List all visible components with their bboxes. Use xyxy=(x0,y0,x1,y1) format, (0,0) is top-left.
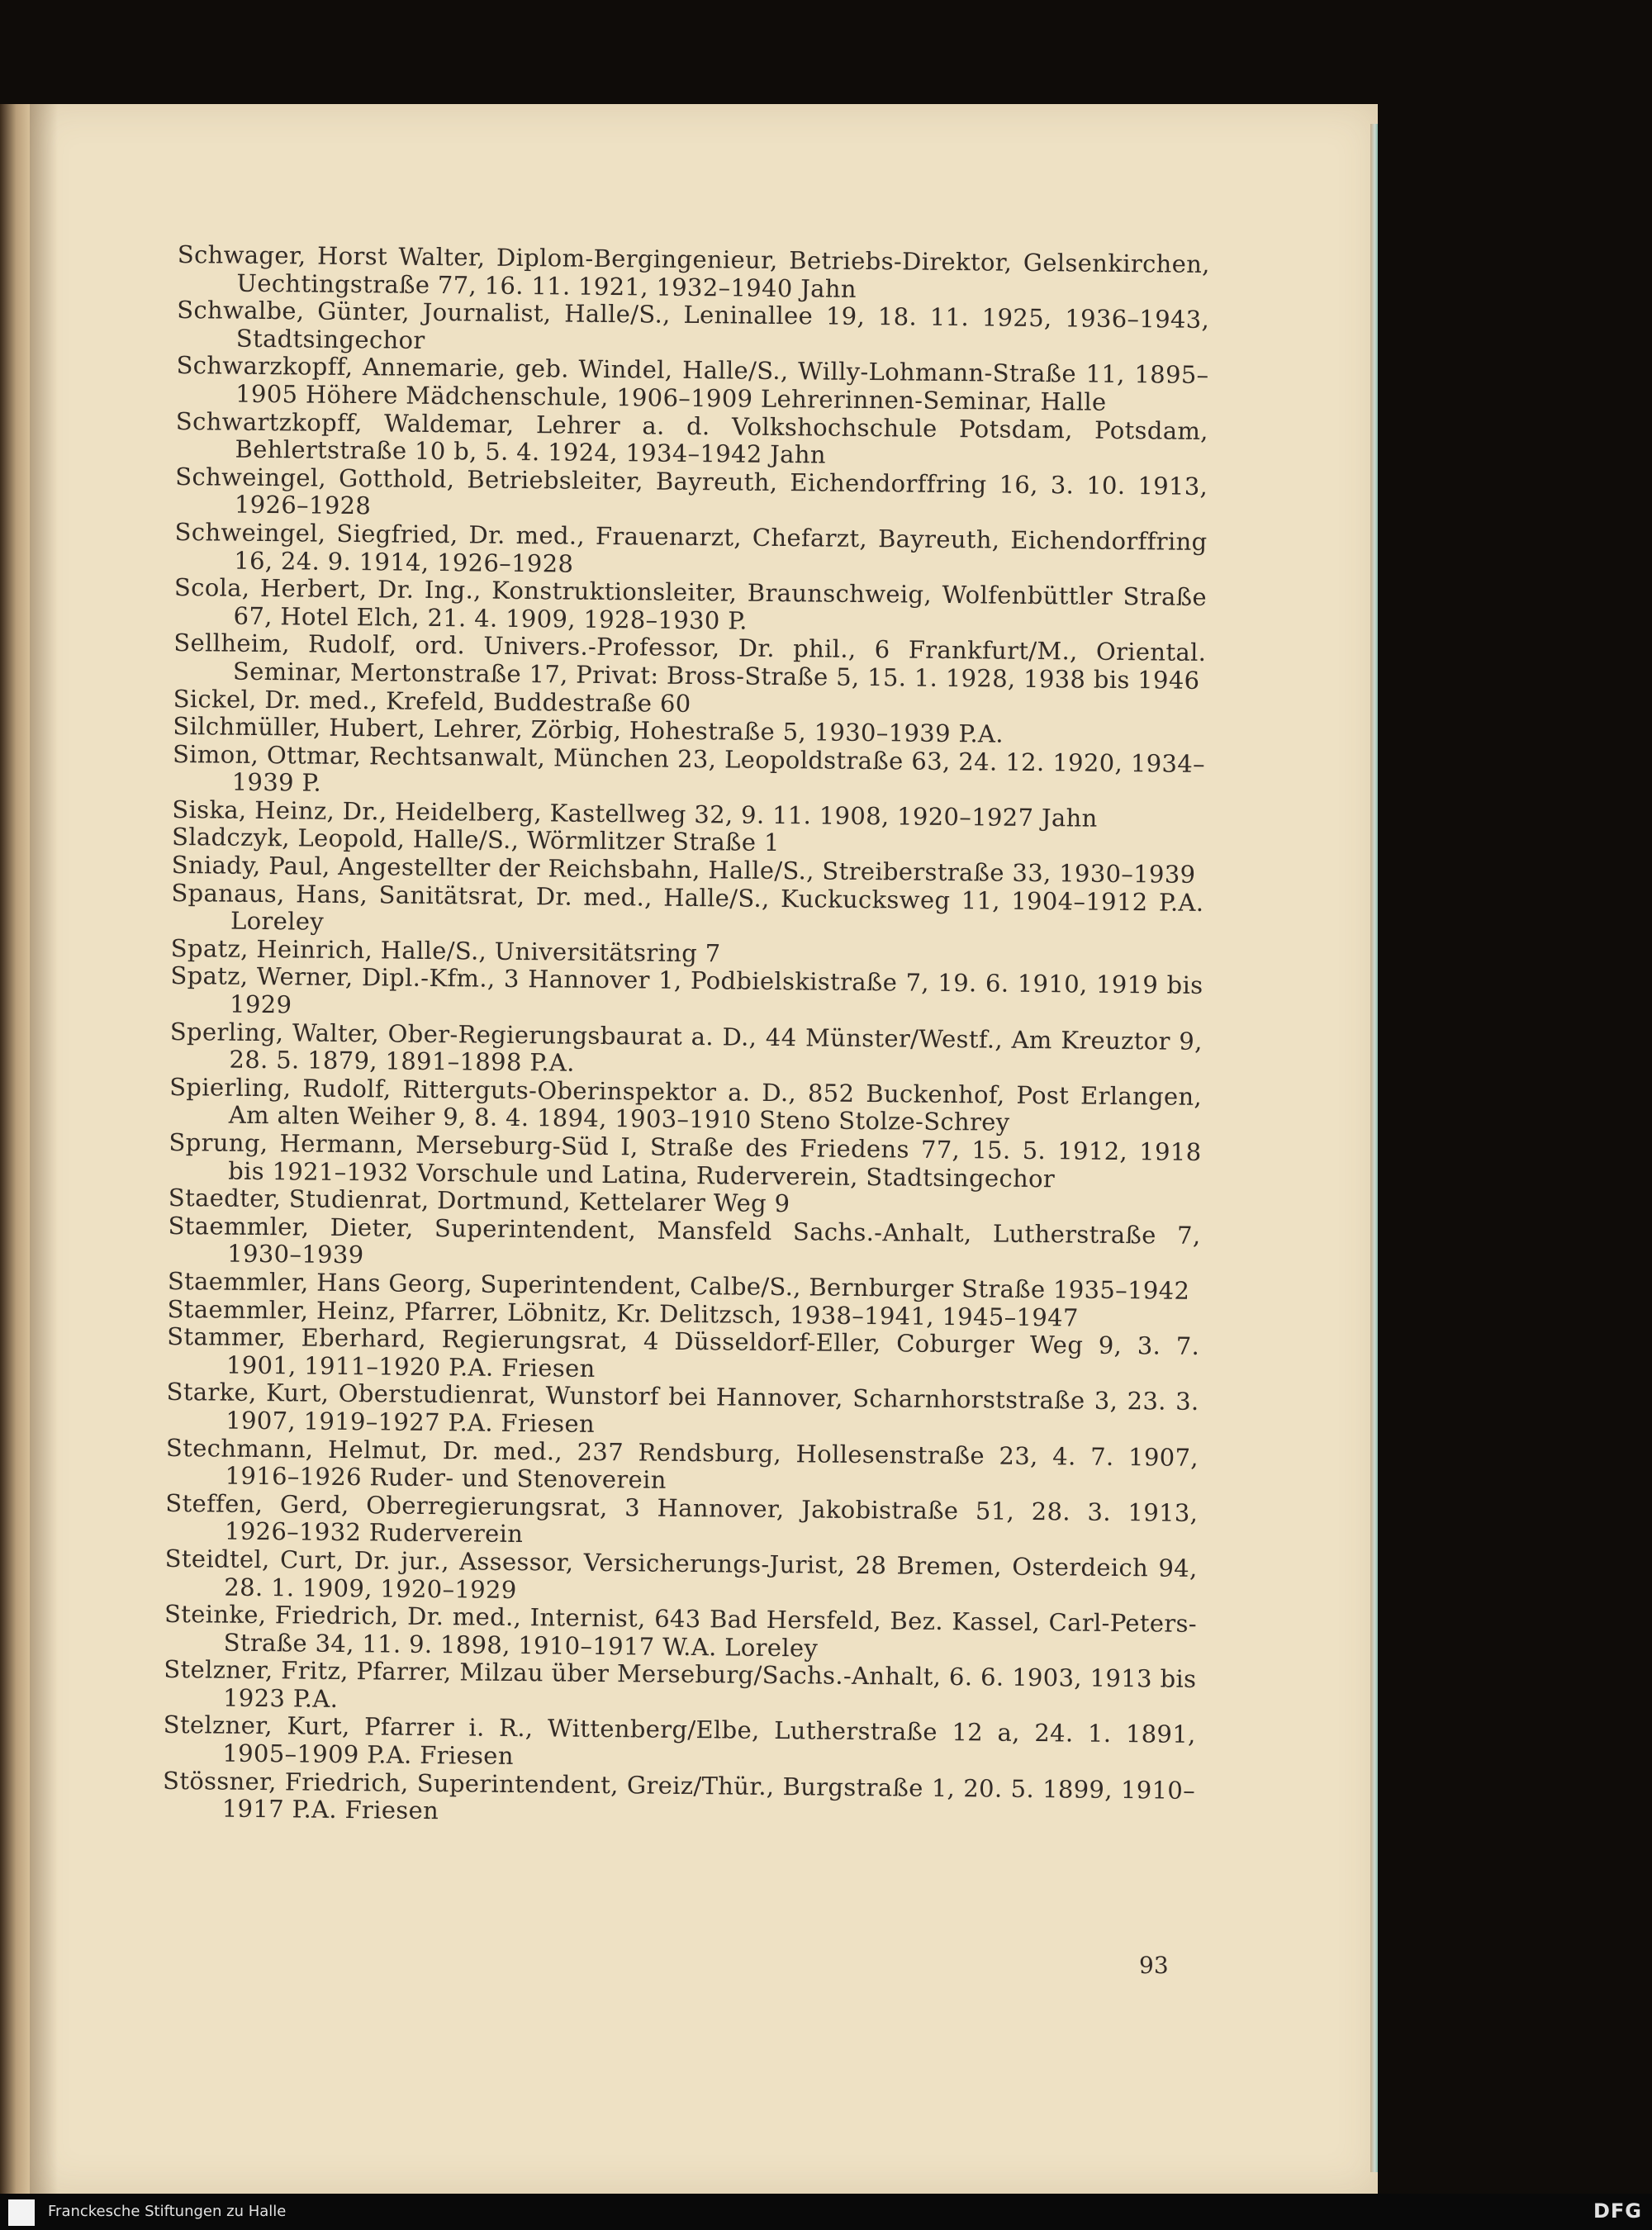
directory-entry: Staemmler, Heinz, Pfarrer, Löbnitz, Kr. Delitzsch, 1938–1941, 1945–1947 xyxy=(167,1294,1079,1332)
directory-entry: Scola, Herbert, Dr. Ing., Konstruktionsleiter, Braunschweig, Wolfenbüttler Straße 67, Hotel Elch, 21. 4. 1909, 1928–1930 P. xyxy=(173,573,1208,635)
directory-entry: Schwalbe, Günter, Journalist, Halle/S., Leninallee 19, 18. 11. 1925, 1936–1943, Stadtsingechor xyxy=(177,296,1210,354)
directory-entry: Spierling, Rudolf, Ritterguts-Oberinspektor a. D., 852 Buckenhof, Post Erlangen, Am alten Weiher 9, 8. 4. 1894, 1903–1910 Steno Stolze-Schrey xyxy=(169,1072,1203,1137)
directory-entry: Schwarzkopff, Annemarie, geb. Windel, Halle/S., Willy-Lohmann-Straße 11, 1895–1905 Höhere Mädchenschule, 1906–1909 Lehrerinnen-Seminar, Halle xyxy=(176,351,1209,416)
viewer-footer xyxy=(0,2194,1652,2230)
directory-entry: Spatz, Werner, Dipl.-Kfm., 3 Hannover 1, Podbielskistraße 7, 19. 6. 1910, 1919 bis 1929 xyxy=(170,961,1203,1019)
directory-entry: Stechmann, Helmut, Dr. med., 237 Rendsburg, Hollesenstraße 23, 4. 7. 1907, 1916–1926 Ruder- und Stenoverein xyxy=(165,1433,1199,1494)
directory-entry: Schweingel, Gotthold, Betriebsleiter, Bayreuth, Eichendorffring 16, 3. 10. 1913, 1926–1928 xyxy=(175,462,1208,520)
directory-entry: Sladczyk, Leopold, Halle/S., Wörmlitzer Straße 1 xyxy=(171,823,780,857)
directory-entry: Silchmüller, Hubert, Lehrer, Zörbig, Hohestraße 5, 1930–1939 P.A. xyxy=(173,712,1004,748)
directory-entry: Steidtel, Curt, Dr. jur., Assessor, Versicherungs-Jurist, 28 Bremen, Osterdeich 94, 28. 1. 1909, 1920–1929 xyxy=(164,1544,1198,1604)
institution-logo-icon xyxy=(8,2199,35,2226)
right-page-edge xyxy=(1370,124,1378,2172)
directory-entry: Steinke, Friedrich, Dr. med., Internist, 643 Bad Hersfeld, Bez. Kassel, Carl-Peters-Straße 34, 11. 9. 1898, 1910–1917 W.A. Loreley xyxy=(164,1600,1198,1663)
page-gutter-shadow xyxy=(30,104,58,2194)
directory-entry: Siska, Heinz, Dr., Heidelberg, Kastellweg 32, 9. 11. 1908, 1920–1927 Jahn xyxy=(172,795,1098,833)
institution-name: Franckesche Stiftungen zu Halle xyxy=(48,2203,287,2220)
directory-entry: Stammer, Eberhard, Regierungsrat, 4 Düsseldorf-Eller, Coburger Weg 9, 3. 7. 1901, 1911–1920 P.A. Friesen xyxy=(167,1322,1200,1383)
directory-entry: Staemmler, Hans Georg, Superintendent, Calbe/S., Bernburger Straße 1935–1942 xyxy=(167,1266,1190,1305)
directory-entry: Staedter, Studienrat, Dortmund, Kettelarer Weg 9 xyxy=(168,1184,790,1218)
page-number: 93 xyxy=(1139,1952,1169,1979)
directory-entry: Stelzner, Kurt, Pfarrer i. R., Wittenberg/Elbe, Lutherstraße 12 a, 24. 1. 1891, 1905–1909 P.A. Friesen xyxy=(163,1710,1196,1771)
left-page-edge xyxy=(0,104,30,2194)
directory-entry: Sellheim, Rudolf, ord. Univers.-Professor, Dr. phil., 6 Frankfurt/M., Oriental. Seminar, Mertonstraße 17, Privat: Bross-Straße 5, 15. 1. 1928, 1938 bis 1946 xyxy=(173,629,1207,695)
directory-entry: Staemmler, Dieter, Superintendent, Mansfeld Sachs.-Anhalt, Lutherstraße 7, 1930–1939 xyxy=(168,1211,1201,1269)
directory-entry: Simon, Ottmar, Rechtsanwalt, München 23, Leopoldstraße 63, 24. 12. 1920, 1934–1939 P. xyxy=(172,739,1206,797)
directory-entry: Sniady, Paul, Angestellter der Reichsbahn, Halle/S., Streiberstraße 33, 1930–1939 xyxy=(171,851,1196,889)
directory-entry: Spanaus, Hans, Sanitätsrat, Dr. med., Halle/S., Kuckucksweg 11, 1904–1912 P.A. Loreley xyxy=(171,878,1204,936)
directory-entry: Sickel, Dr. med., Krefeld, Buddestraße 60 xyxy=(173,684,691,718)
directory-entry: Schwartzkopff, Waldemar, Lehrer a. d. Volkshochschule Potsdam, Potsdam, Behlertstraße 10 b, 5. 4. 1924, 1934–1942 Jahn xyxy=(175,406,1209,469)
directory-entry: Spatz, Heinrich, Halle/S., Universitätsring 7 xyxy=(170,933,721,968)
directory-entry: Schwager, Horst Walter, Diplom-Bergingenieur, Betriebs-Direktor, Gelsenkirchen, Uechtingstraße 77, 16. 11. 1921, 1932–1940 Jahn xyxy=(177,240,1210,303)
directory-entry: Stelzner, Fritz, Pfarrer, Milzau über Merseburg/Sachs.-Anhalt, 6. 6. 1903, 1913 bis 1923 P.A. xyxy=(164,1655,1197,1713)
directory-entry: Stössner, Friedrich, Superintendent, Greiz/Thür., Burgstraße 1, 20. 5. 1899, 1910–1917 P.A. Friesen xyxy=(162,1766,1196,1825)
directory-entry-list xyxy=(163,241,1210,1833)
directory-entry: Sprung, Hermann, Merseburg-Süd I, Straße des Friedens 77, 15. 5. 1912, 1918 bis 1921–1932 Vorschule und Latina, Ruderverein, Stadtsingechor xyxy=(169,1127,1202,1193)
directory-entry: Steffen, Gerd, Oberregierungsrat, 3 Hannover, Jakobistraße 51, 28. 3. 1913, 1926–1932 Ruderverein xyxy=(165,1488,1199,1549)
dfg-logo: DFG xyxy=(1593,2199,1642,2223)
directory-entry: Sperling, Walter, Ober-Regierungsbaurat a. D., 44 Münster/Westf., Am Kreuztor 9, 28. 5. 1879, 1891–1898 P.A. xyxy=(169,1017,1203,1077)
directory-entry: Schweingel, Siegfried, Dr. med., Frauenarzt, Chefarzt, Bayreuth, Eichendorffring 16, 24. 9. 1914, 1926–1928 xyxy=(174,517,1208,578)
document-page xyxy=(30,104,1378,2194)
directory-entry: Starke, Kurt, Oberstudienrat, Wunstorf bei Hannover, Scharnhorststraße 3, 23. 3. 1907, 1919–1927 P.A. Friesen xyxy=(166,1378,1199,1438)
